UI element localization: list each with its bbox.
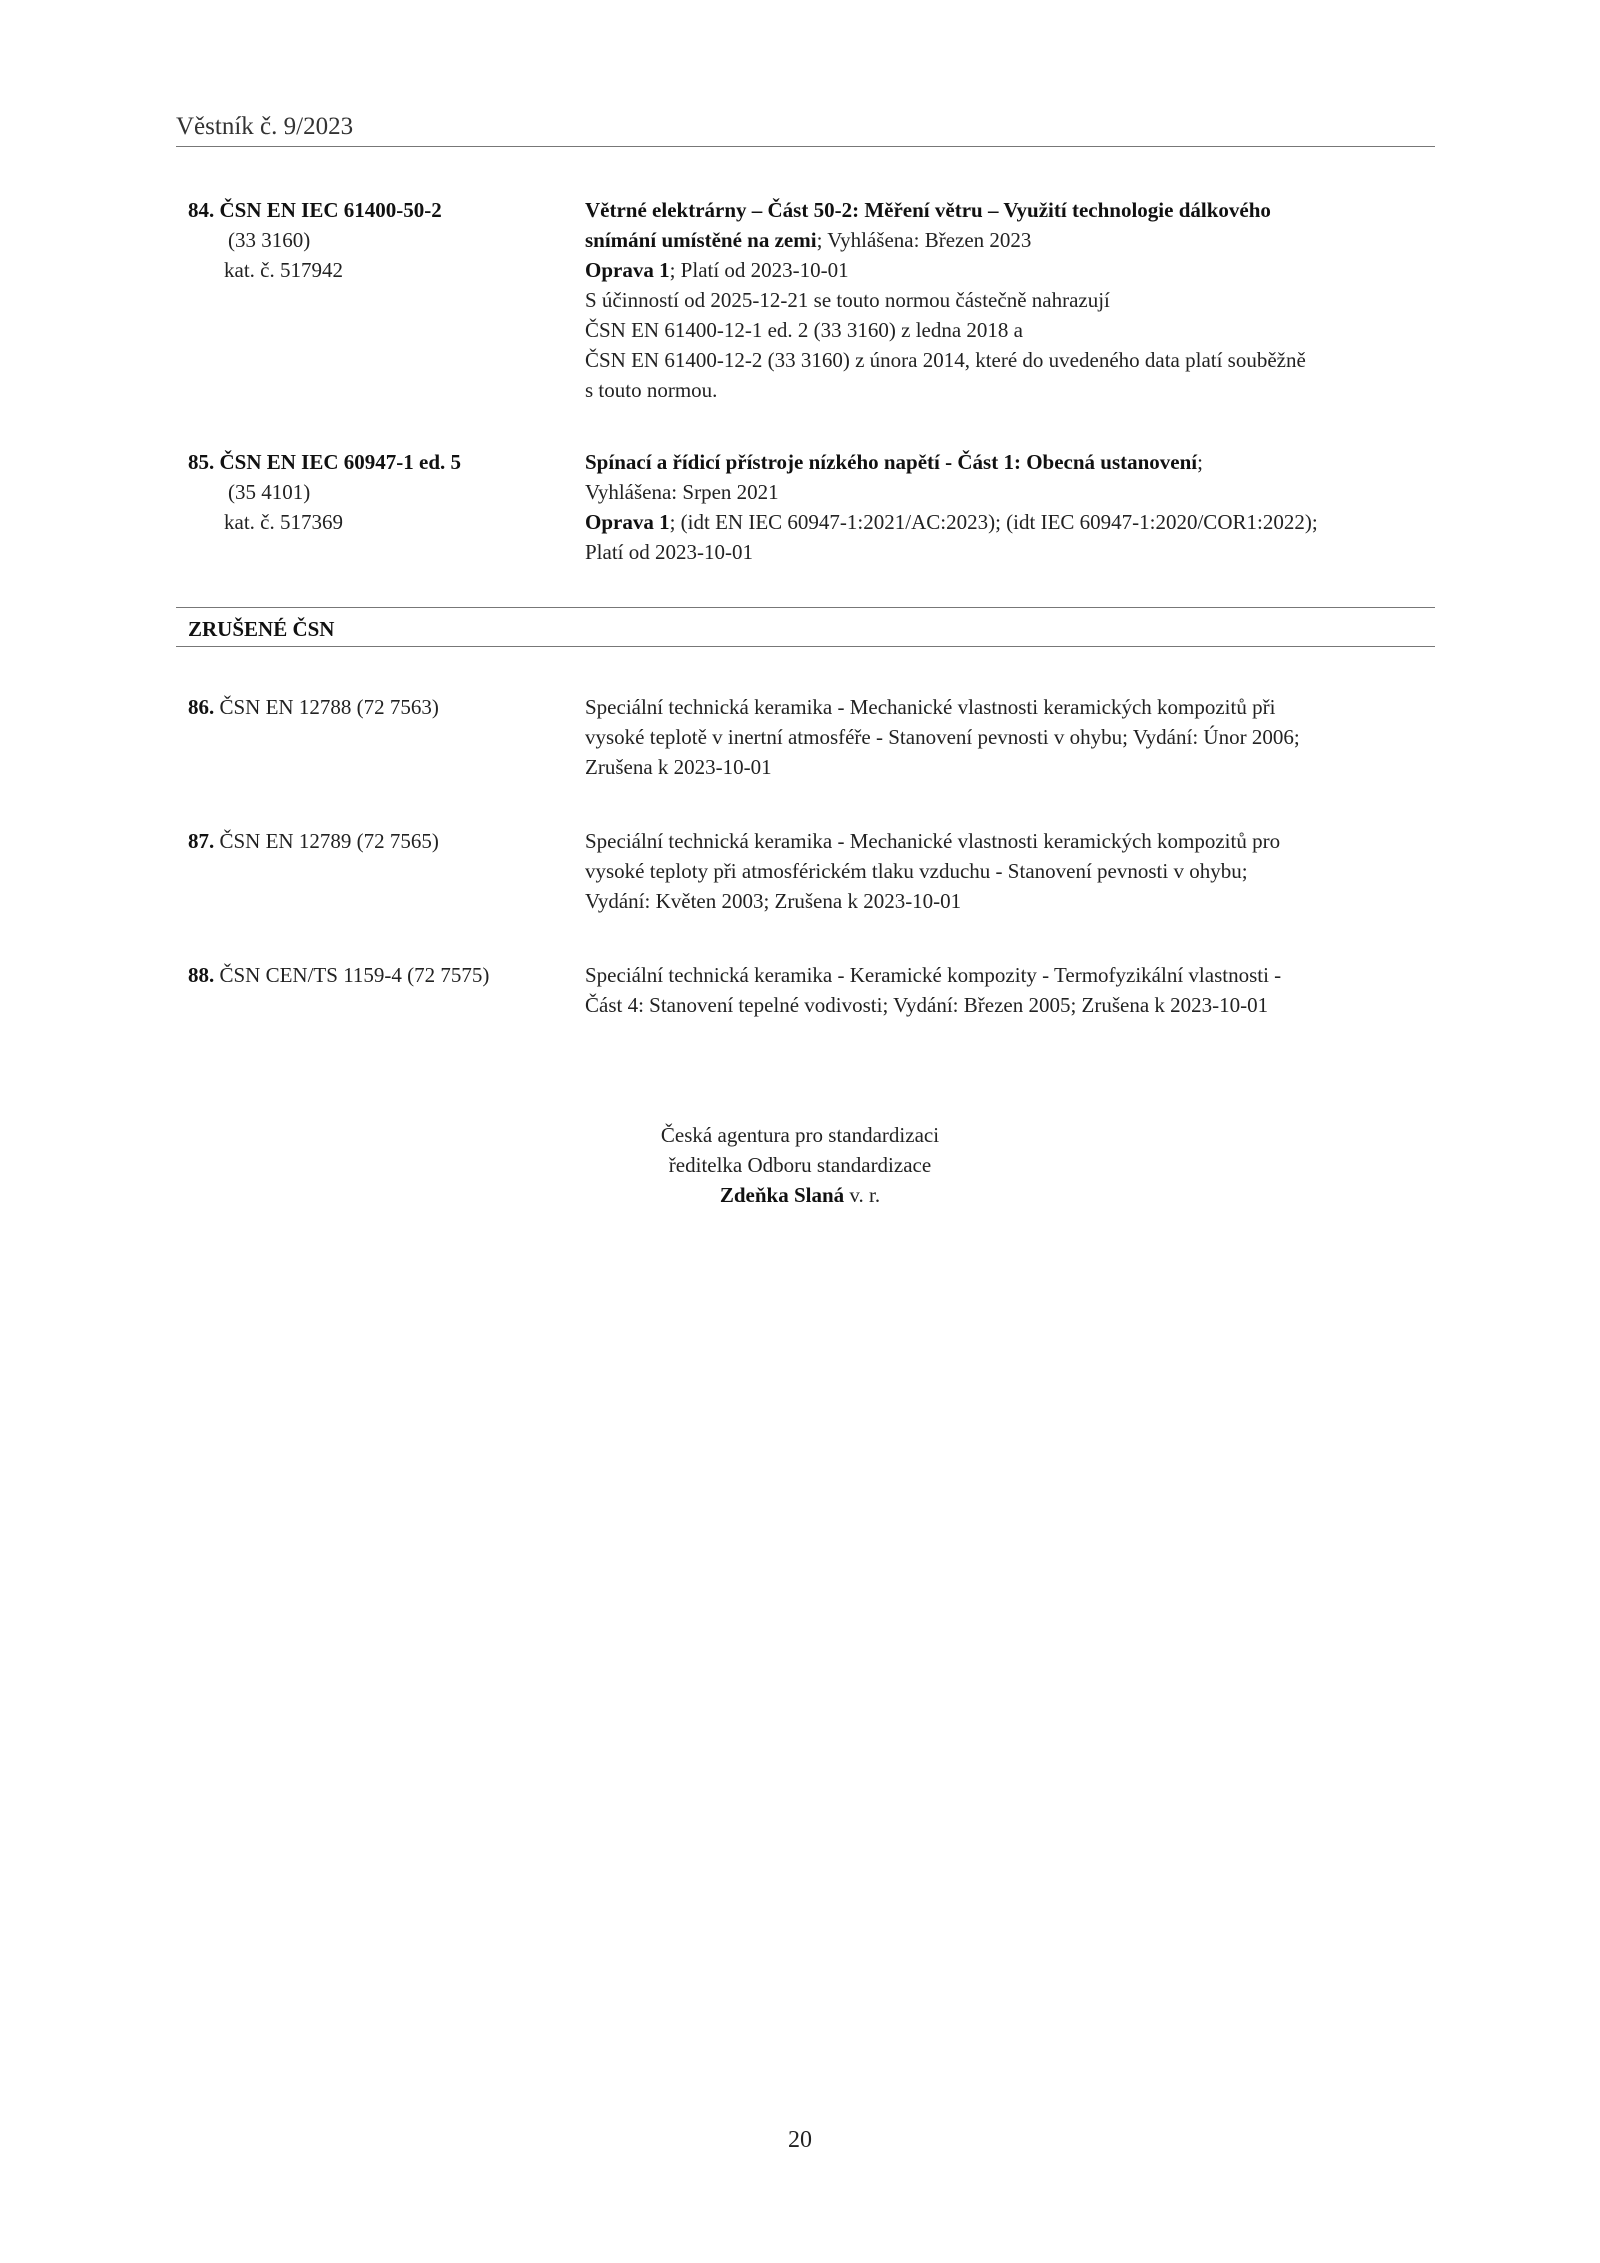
entry-amendment: Oprava 1 [585, 258, 670, 282]
entry-number: 88. [188, 963, 215, 987]
entry-description: Speciální technická keramika - Mechanické vlastnosti keramických kompozitů pro vysoké teploty při atmosférickém tlaku vzduchu - Stanovení pevnosti v ohybu; Vydání: Květen 2003; Zrušena k 2023-10-01 [585, 829, 1281, 913]
entry-class-code: (35 4101) [228, 480, 311, 504]
entry-announced: Vyhlášena: Srpen 2021 [585, 480, 779, 504]
entry-description: Speciální technická keramika - Keramické kompozity - Termofyzikální vlastnosti - Část 4: Stanovení tepelné vodivosti; Vydání: Březen 2005; Zrušena k 2023-10-01 [585, 963, 1282, 1017]
entry-note: S účinností od 2025-12-21 se touto normou částečně nahrazují [585, 288, 1110, 312]
entry-amendment: Oprava 1 [585, 510, 670, 534]
entry-number: 87. [188, 829, 215, 853]
entry-announced: ; Vyhlášena: Březen 2023 [816, 228, 1032, 252]
header-divider [176, 146, 1435, 147]
entry-code: ČSN EN IEC 60947-1 ed. 5 [219, 450, 462, 474]
entry-identifier [188, 447, 568, 537]
entry-description: Speciální technická keramika - Mechanické vlastnosti keramických kompozitů při vysoké teplotě v inertní atmosféře - Stanovení pevnosti v ohybu; Vydání: Únor 2006; Zrušena k 2023-10-01 [585, 695, 1300, 779]
signature-name: Zdeňka Slaná [719, 1183, 845, 1207]
entry-code: ČSN EN 12788 (72 7563) [219, 695, 439, 719]
entry-catalog: kat. č. 517942 [224, 258, 343, 282]
entry-title: Větrné elektrárny – Část 50-2: Měření větru – Využití technologie dálkového [585, 198, 1271, 222]
entry-description [585, 195, 1435, 405]
section-divider-top [176, 607, 1435, 608]
entry-number: 84. [188, 198, 215, 222]
signature-suffix: v. r. [844, 1183, 881, 1207]
page-header-title: Věstník č. 9/2023 [176, 113, 354, 140]
entry-title-cont: snímání umístěné na zemi [585, 228, 817, 252]
signature-organization: Česká agentura pro standardizaci [660, 1123, 940, 1147]
entry-note: ČSN EN 61400-12-1 ed. 2 (33 3160) z ledna 2018 a [585, 318, 1024, 342]
entry-code: ČSN CEN/TS 1159-4 (72 7575) [219, 963, 490, 987]
entry-description: Spínací a řídicí přístroje nízkého napětí - Část 1: Obecná ustanovení; Vyhlášena: Srpen 2021 Oprava 1; (idt EN IEC 60947-1:2021/AC:2023); (idt IEC 60947-1:2020/COR1:2022); Platí od 2023-10-01 [585, 447, 1435, 567]
entry-amendment-valid: ; Platí od 2023-10-01 [669, 258, 849, 282]
entry-number: 86. [188, 695, 215, 719]
section-heading: ZRUŠENÉ ČSN [188, 617, 335, 641]
entry-code: ČSN EN IEC 61400-50-2 [219, 198, 442, 222]
entry-identifier [188, 195, 568, 285]
page-number: 20 [788, 2127, 812, 2153]
entry-number: 85. [188, 450, 215, 474]
entry-note: ČSN EN 61400-12-2 (33 3160) z února 2014, které do uvedeného data platí souběžně [585, 348, 1306, 372]
entry-valid: Platí od 2023-10-01 [585, 540, 753, 564]
entry-class-code: (33 3160) [228, 228, 311, 252]
entry-amendment-detail: ; (idt EN IEC 60947-1:2021/AC:2023); (idt IEC 60947-1:2020/COR1:2022); [669, 510, 1318, 534]
entry-note: s touto normou. [585, 378, 718, 402]
signature-role: ředitelka Odboru standardizace [668, 1153, 932, 1177]
entry-title: Spínací a řídicí přístroje nízkého napětí - Část 1: Obecná ustanovení [585, 450, 1198, 474]
entry-code: ČSN EN 12789 (72 7565) [219, 829, 439, 853]
section-divider-bottom [176, 646, 1435, 647]
entry-catalog: kat. č. 517369 [224, 510, 343, 534]
signature-block [0, 1120, 1600, 1210]
